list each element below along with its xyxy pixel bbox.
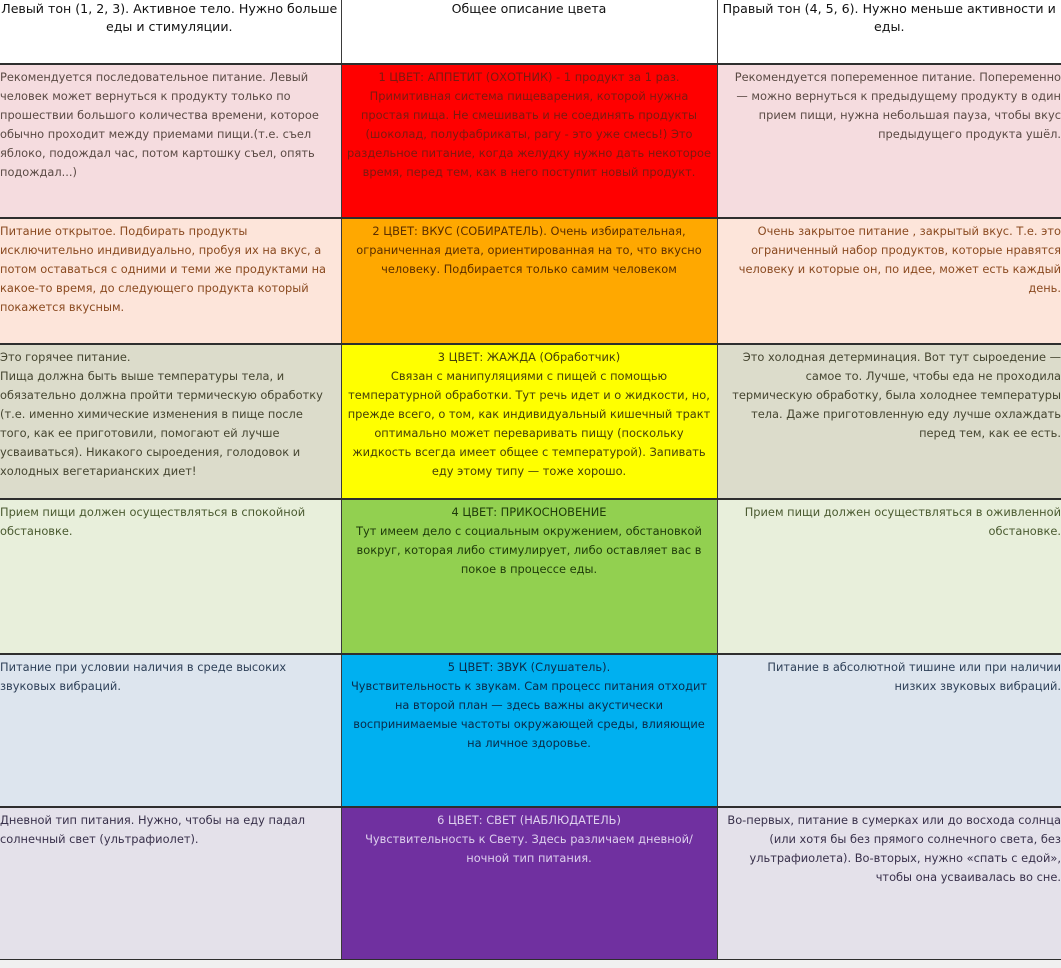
row-2-left-cell [0, 218, 341, 344]
row-1-left-cell [0, 64, 341, 218]
row-2-right-text: Очень закрытое питание , закрытый вкус. Т.е. это ограниченный набор продуктов, которые нравятся человеку и которые он, по идее, может есть каждый день. [738, 224, 1061, 295]
row-1-center-cell [341, 64, 717, 218]
row-3-left-text: Это горячее питание. Пища должна быть выше температуры тела, и обязательно должна пройти термическую обработку (т.е. именно химические изменения в пище после того, как ее приготовили, помогают ей лучше усваиваться). Никакого сыроедения, голодовок и холодных вегетарианских диет! [0, 350, 323, 478]
row-6-right-text: Во-первых, питание в сумерках или до восхода солнца (или хотя бы без прямого солнечного света, без ультрафиолета). Во-вторых, нужно «спать с едой», чтобы она усваивалась во сне. [727, 813, 1061, 884]
bottom-strip [0, 960, 1061, 968]
header-left-cell [0, 0, 341, 64]
row-1-right-text: Рекомендуется попеременное питание. Попеременно — можно вернуться к предыдущему продукту в один прием пищи, нужна небольшая пауза, чтобы вкус предыдущего продукта ушёл. [734, 70, 1061, 141]
header-center: Общее описание цвета [451, 1, 607, 16]
row-3-center-cell [341, 344, 717, 499]
row-5-left-text: Питание при условии наличия в среде высоких звуковых вибраций. [0, 660, 287, 693]
table-row [0, 807, 1061, 960]
row-5-center-cell [341, 654, 717, 807]
table-row [0, 218, 1061, 344]
row-3-center-text: 3 ЦВЕТ: ЖАЖДА (Обработчик) Связан с манипуляциями с пищей с помощью температурной обработки. Тут речь идет и о жидкости, но, прежде всего, о том, как индивидуальный кишечный тракт оптимально может переваривать пищу (поскольку жидкость всегда имеет общее с температурой). Запивать еду этому типу — тоже хорошо. [347, 350, 711, 478]
row-1-right-cell [717, 64, 1061, 218]
table-row [0, 654, 1061, 807]
header-row [0, 0, 1061, 64]
row-6-center-text: 6 ЦВЕТ: СВЕТ (НАБЛЮДАТЕЛЬ) Чувствительность к Свету. Здесь различаем дневной/ ночной тип питания. [365, 813, 693, 865]
row-2-left-text: Питание открытое. Подбирать продукты исключительно индивидуально, пробуя их на вкус, а потом оставаться с одними и теми же продуктами на какое-то время, до следующего продукта который покажется вкусным. [0, 224, 327, 314]
table-row [0, 344, 1061, 499]
row-6-right-cell [717, 807, 1061, 960]
row-3-left-cell [0, 344, 341, 499]
row-6-left-cell [0, 807, 341, 960]
row-6-left-text: Дневной тип питания. Нужно, чтобы на еду падал солнечный свет (ультрафиолет). [0, 813, 306, 846]
row-3-right-cell [717, 344, 1061, 499]
row-6-center-cell [341, 807, 717, 960]
row-5-right-text: Питание в абсолютной тишине или при наличии низких звуковых вибраций. [767, 660, 1061, 693]
row-4-center-text: 4 ЦВЕТ: ПРИКОСНОВЕНИЕ Тут имеем дело с социальным окружением, обстановкой вокруг, которая либо стимулирует, либо оставляет вас в покое в процессе еды. [356, 505, 702, 576]
header-left: Левый тон (1, 2, 3). Активное тело. Нужно больше еды и стимуляции. [1, 1, 338, 34]
row-4-right-cell [717, 499, 1061, 654]
row-4-left-cell [0, 499, 341, 654]
row-1-left-text: Рекомендуется последовательное питание. Левый человек может вернуться к продукту только по прошествии большого количества времени, которое обычно проходит между приемами пищи.(т.е. съел яблоко, подождал час, потом картошку съел, опять подождал...) [0, 70, 319, 179]
header-right-cell [717, 0, 1061, 64]
row-5-left-cell [0, 654, 341, 807]
row-2-center-text: 2 ЦВЕТ: ВКУС (СОБИРАТЕЛЬ). Очень избирательная, ограниченная диета, ориентированная на то, что вкусно человеку. Подбирается только самим человеком [356, 224, 702, 276]
table-row [0, 499, 1061, 654]
row-5-right-cell [717, 654, 1061, 807]
row-4-left-text: Прием пищи должен осуществляться в спокойной обстановке. [0, 505, 306, 538]
table-row [0, 64, 1061, 218]
row-2-right-cell [717, 218, 1061, 344]
header-center-cell [341, 0, 717, 64]
row-5-center-text: 5 ЦВЕТ: ЗВУК (Слушатель). Чувствительность к звукам. Сам процесс питания отходит на второй план — здесь важны акустически воспринимаемые частоты окружающей среды, влияющие на личное здоровье. [351, 660, 707, 750]
row-4-right-text: Прием пищи должен осуществляться в оживленной обстановке. [744, 505, 1061, 538]
row-4-center-cell [341, 499, 717, 654]
row-3-right-text: Это холодная детерминация. Вот тут сыроедение — самое то. Лучше, чтобы еда не проходила термическую обработку, была холоднее температуры тела. Даже приготовленную еду лучше охлаждать перед тем, как ее есть. [732, 350, 1061, 440]
header-right: Правый тон (4, 5, 6). Нужно меньше активности и еды. [722, 1, 1056, 34]
row-2-center-cell [341, 218, 717, 344]
row-1-center-text: 1 ЦВЕТ: АППЕТИТ (ОХОТНИК) - 1 продукт за 1 раз. Примитивная система пищеварения, которой нужна простая пища. Не смешивать и не соединять продукты (шоколад, полуфабрикаты, рагу - это уже смесь!) Это раздельное питание, когда желудку нужно дать некоторое время, перед тем, как в него поступит новый продукт. [347, 70, 711, 179]
